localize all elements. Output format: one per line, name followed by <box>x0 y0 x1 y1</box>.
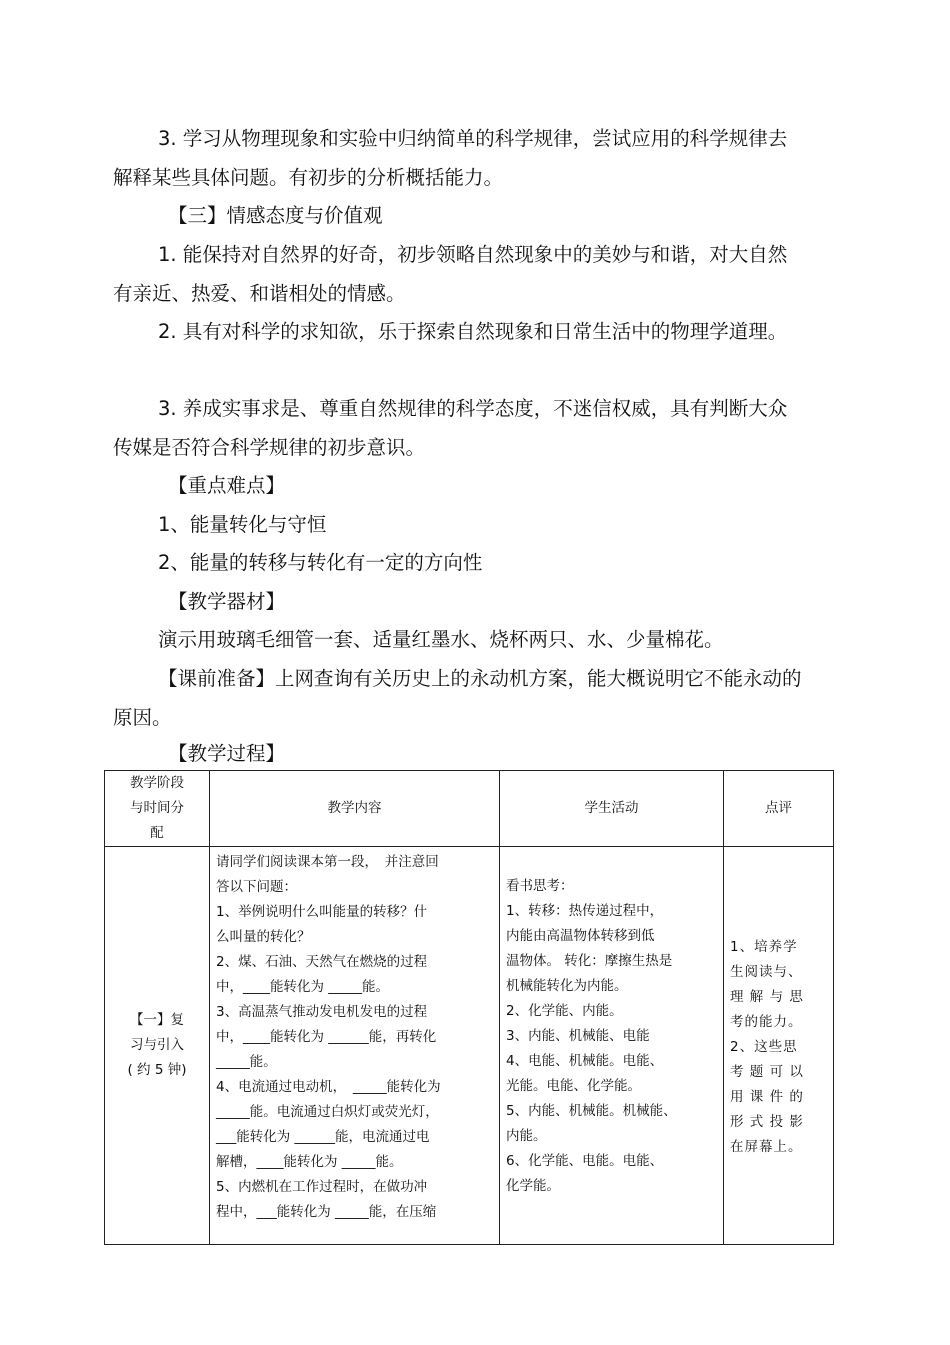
activity-line: 内能。 <box>506 1128 547 1144</box>
comment-line: 2、这些思 <box>730 1038 798 1055</box>
activity-line: 看书思考： <box>506 878 574 894</box>
header-comment: 点评 <box>724 771 834 847</box>
content-line: ___能转化为 ______能，电流通过电 <box>216 1129 430 1145</box>
comment-line: 生阅读与、 <box>730 963 803 980</box>
header-stage-line: 配 <box>150 825 164 841</box>
content-line: 5、内燃机在工作过程时，在做功冲 <box>216 1179 428 1195</box>
comment-line: 形 式 投 影 <box>730 1113 804 1130</box>
content-line: 答以下问题： <box>216 879 297 895</box>
activity-line: 光能。电能、化学能。 <box>506 1078 641 1094</box>
activity-line: 4、电能、机械能。电能、 <box>506 1053 664 1069</box>
stage-line: ( 约 5 钟) <box>127 1062 187 1078</box>
emotion-item-3: 3. 养成实事求是、尊重自然规律的科学态度，不迷信权威，具有判断大众传媒是否符合科学规律的初步意识。 <box>113 397 788 459</box>
activity-line: 温物体。 转化：摩擦生热是 <box>506 953 673 969</box>
stage-line: 【一】复 <box>130 1012 184 1028</box>
activity-line: 内能由高温物体转移到低 <box>506 928 655 944</box>
skill-item-3: 3. 学习从物理现象和实验中归纳简单的科学规律，尝试应用的科学规律去解释某些具体问题。有初步的分析概括能力。 <box>113 127 788 189</box>
comment-line: 考的能力。 <box>730 1013 803 1030</box>
header-stage-line: 与时间分 <box>130 800 184 816</box>
comment-line: 理 解 与 思 <box>730 988 804 1005</box>
stage-line: 习与引入 <box>130 1037 184 1053</box>
comment-cell <box>724 847 834 1245</box>
content-cell <box>210 847 500 1245</box>
header-stage <box>105 771 210 847</box>
header-activity: 学生活动 <box>500 771 724 847</box>
content-line: 中，____能转化为 ______能，再转化 <box>216 1029 437 1045</box>
equipment-text: 演示用玻璃毛细管一套、适量红墨水、烧杯两只、水、少量棉花。 <box>158 628 724 651</box>
header-stage-line: 教学阶段 <box>130 775 184 791</box>
activity-line: 3、内能、机械能、电能 <box>506 1028 650 1044</box>
activity-line: 5、内能、机械能。机械能、 <box>506 1103 677 1119</box>
content-line: 解槽，____能转化为 _____能。 <box>216 1154 403 1170</box>
content-line: 1、举例说明什么叫能量的转移？什 <box>216 904 428 920</box>
emotion-item-1: 1. 能保持对自然界的好奇，初步领略自然现象中的美妙与和谐，对大自然有亲近、热爱、和谐相处的情感。 <box>113 243 788 305</box>
content-line: 3、高温蒸气推动发电机发电的过程 <box>216 1004 428 1020</box>
key-point-2: 2、能量的转移与转化有一定的方向性 <box>158 551 483 574</box>
process-title: 【教学过程】 <box>168 742 286 765</box>
activity-line: 1、转移：热传递过程中， <box>506 903 664 919</box>
table-row <box>105 847 834 1245</box>
preparation-text: 【课前准备】上网查询有关历史上的永动机方案，能大概说明它不能永动的原因。 <box>113 667 802 729</box>
activity-cell <box>500 847 724 1245</box>
activity-line: 2、化学能、内能。 <box>506 1003 623 1019</box>
activity-line: 机械能转化为内能。 <box>506 978 628 994</box>
teaching-process-table <box>104 770 834 1245</box>
table-header-row <box>105 771 834 847</box>
emotion-item-2: 2. 具有对科学的求知欲，乐于探索自然现象和日常生活中的物理学道理。 <box>158 320 788 343</box>
content-line: 4、电流通过电动机， _____能转化为 <box>216 1079 441 1095</box>
stage-cell <box>105 847 210 1245</box>
content-line: _____能。 <box>216 1054 277 1070</box>
content-line: 么叫量的转化？ <box>216 929 311 945</box>
content-line: 中，____能转化为 _____能。 <box>216 979 390 995</box>
comment-line: 考 题 可 以 <box>730 1063 804 1080</box>
key-point-1: 1、能量转化与守恒 <box>158 513 327 536</box>
header-content: 教学内容 <box>210 771 500 847</box>
emotion-section-title: 【三】情感态度与价值观 <box>168 204 383 227</box>
comment-line: 1、培养学 <box>730 938 798 955</box>
activity-line: 6、化学能、电能。电能、 <box>506 1153 664 1169</box>
activity-line: 化学能。 <box>506 1178 560 1194</box>
content-line: 2、煤、石油、天然气在燃烧的过程 <box>216 954 428 970</box>
key-points-title: 【重点难点】 <box>168 474 286 497</box>
content-line: 程中，___能转化为 _____能，在压缩 <box>216 1204 437 1220</box>
comment-line: 在屏幕上。 <box>730 1138 803 1155</box>
content-line: _____能。电流通过白炽灯或荧光灯， <box>216 1104 439 1120</box>
comment-line: 用 课 件 的 <box>730 1088 804 1105</box>
content-line: 请同学们阅读课本第一段， 并注意回 <box>216 854 439 870</box>
equipment-title: 【教学器材】 <box>168 590 286 613</box>
